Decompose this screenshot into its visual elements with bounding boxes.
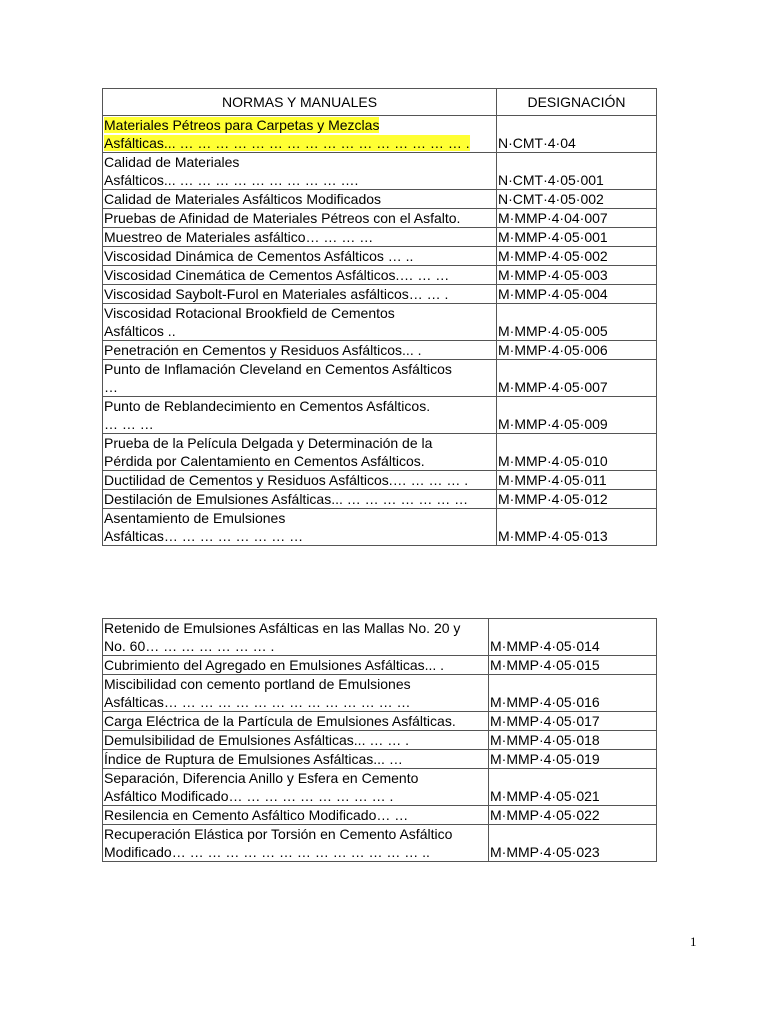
- table-row: [103, 509, 657, 546]
- table-row: [103, 209, 657, 228]
- table-row: [103, 285, 657, 304]
- standard-name: Calidad de Materiales Asfálticos Modificados: [104, 191, 382, 207]
- table-row: [103, 825, 657, 862]
- standard-name: Ductilidad de Cementos y Residuos Asfálticos.… … … … .: [104, 472, 469, 488]
- standard-name-cell: [103, 471, 497, 490]
- standard-name: Prueba de la Película Delgada y Determinación de la Pérdida por Calentamiento en Cementos Asfálticos.: [104, 435, 433, 469]
- standard-name-cell: [103, 228, 497, 247]
- standard-name-cell: [103, 434, 497, 471]
- standard-name-cell: [103, 397, 497, 434]
- table-row: [103, 228, 657, 247]
- header-norms-manuals: NORMAS Y MANUALES: [103, 89, 497, 116]
- table-row: [103, 434, 657, 471]
- standard-name: Recuperación Elástica por Torsión en Cemento Asfáltico Modificado… … … … … … … … … … … … … … ..: [104, 826, 453, 860]
- designation-code: M·MMP·4·05·005: [497, 304, 657, 341]
- standard-name: Asentamiento de Emulsiones Asfálticas… … … … … … … …: [104, 510, 304, 544]
- table-row: [103, 341, 657, 360]
- standard-name-cell: [103, 360, 497, 397]
- standard-name: Separación, Diferencia Anillo y Esfera en Cemento Asfáltico Modificado… … … … … … … … … .: [104, 770, 419, 804]
- standard-name: Destilación de Emulsiones Asfálticas... … … … … … … …: [104, 491, 469, 507]
- standard-name: Muestreo de Materiales asfáltico… … … …: [104, 229, 374, 245]
- designation-code: M·MMP·4·05·012: [497, 490, 657, 509]
- standards-table-2: [102, 618, 657, 862]
- table-header-row: [103, 89, 657, 116]
- standard-name: Punto de Inflamación Cleveland en Cementos Asfálticos …: [104, 361, 452, 395]
- standard-name: Demulsibilidad de Emulsiones Asfálticas... … … .: [104, 732, 410, 748]
- designation-code: M·MMP·4·05·006: [497, 341, 657, 360]
- designation-code: M·MMP·4·05·011: [497, 471, 657, 490]
- standard-name: Índice de Ruptura de Emulsiones Asfálticas... …: [104, 751, 403, 767]
- standard-name-cell: [103, 190, 497, 209]
- designation-code: M·MMP·4·05·001: [497, 228, 657, 247]
- standard-name-cell: [103, 656, 489, 675]
- designation-code: M·MMP·4·05·013: [497, 509, 657, 546]
- standard-name-cell: [103, 509, 497, 546]
- designation-code: M·MMP·4·05·016: [489, 675, 657, 712]
- standard-name-cell: [103, 341, 497, 360]
- designation-code: N·CMT·4·05·001: [497, 153, 657, 190]
- designation-code: M·MMP·4·05·017: [489, 712, 657, 731]
- header-designation: DESIGNACIÓN: [497, 89, 657, 116]
- table-row: [103, 397, 657, 434]
- designation-code: M·MMP·4·05·022: [489, 806, 657, 825]
- standard-name: Pruebas de Afinidad de Materiales Pétreos con el Asfalto.: [104, 210, 461, 226]
- designation-code: M·MMP·4·05·018: [489, 731, 657, 750]
- designation-code: M·MMP·4·04·007: [497, 209, 657, 228]
- standard-name: Viscosidad Cinemática de Cementos Asfálticos.… … …: [104, 267, 450, 283]
- standard-name-cell: [103, 247, 497, 266]
- standard-name-cell: [103, 750, 489, 769]
- designation-code: N·CMT·4·05·002: [497, 190, 657, 209]
- designation-code: M·MMP·4·05·002: [497, 247, 657, 266]
- table-row: [103, 769, 657, 806]
- standard-name-cell: [103, 731, 489, 750]
- table-row: [103, 712, 657, 731]
- designation-code: M·MMP·4·05·009: [497, 397, 657, 434]
- standard-name: Viscosidad Saybolt-Furol en Materiales asfálticos… … .: [104, 286, 449, 302]
- designation-code: M·MMP·4·05·019: [489, 750, 657, 769]
- designation-code: M·MMP·4·05·003: [497, 266, 657, 285]
- table-row: [103, 619, 657, 656]
- standard-name-cell: [103, 619, 489, 656]
- standard-name-cell: [103, 285, 497, 304]
- designation-code: M·MMP·4·05·014: [489, 619, 657, 656]
- table-row: [103, 360, 657, 397]
- standard-name: Retenido de Emulsiones Asfálticas en las Mallas No. 20 y No. 60… … … … … … … .: [104, 620, 461, 654]
- designation-code: N·CMT·4·04: [497, 116, 657, 153]
- standard-name: Cubrimiento del Agregado en Emulsiones Asfálticas... .: [104, 657, 445, 673]
- table-row: [103, 266, 657, 285]
- standards-table-1: [102, 88, 657, 546]
- standard-name-cell: [103, 266, 497, 285]
- standard-name: Viscosidad Rotacional Brookfield de Cementos Asfálticos ..: [104, 305, 395, 339]
- standard-name-cell: [103, 825, 489, 862]
- table-row: [103, 731, 657, 750]
- designation-code: M·MMP·4·05·023: [489, 825, 657, 862]
- table-row: [103, 675, 657, 712]
- table-row: [103, 750, 657, 769]
- standard-name-cell: [103, 153, 497, 190]
- table-row: [103, 656, 657, 675]
- table-row: [103, 304, 657, 341]
- table-row: [103, 490, 657, 509]
- designation-code: M·MMP·4·05·004: [497, 285, 657, 304]
- table-row: [103, 806, 657, 825]
- table-row: [103, 471, 657, 490]
- standard-name: Punto de Reblandecimiento en Cementos Asfálticos. … … …: [104, 398, 431, 432]
- table-row: [103, 247, 657, 266]
- standard-name-cell: [103, 769, 489, 806]
- standard-name-cell: [103, 209, 497, 228]
- standard-name-cell: [103, 304, 497, 341]
- standard-name: Viscosidad Dinámica de Cementos Asfálticos … ..: [104, 248, 414, 264]
- page-number: 1: [690, 934, 697, 949]
- designation-code: M·MMP·4·05·015: [489, 656, 657, 675]
- standard-name: Resilencia en Cemento Asfáltico Modificado… …: [104, 807, 409, 823]
- standard-name: Carga Eléctrica de la Partícula de Emulsiones Asfálticas.: [104, 713, 456, 729]
- standard-name-cell: [103, 806, 489, 825]
- standard-name: Miscibilidad con cemento portland de Emulsiones Asfálticas… … … … … … … … … … … … … …: [104, 676, 411, 710]
- table-row: [103, 116, 657, 153]
- standard-name-cell: [103, 490, 497, 509]
- standard-name-cell: [103, 116, 497, 153]
- table-row: [103, 190, 657, 209]
- standard-name: Materiales Pétreos para Carpetas y Mezclas Asfálticas... … … … … … … … … … … … … … … … … .: [104, 117, 470, 151]
- standard-name-cell: [103, 675, 489, 712]
- table-row: [103, 153, 657, 190]
- standard-name: Calidad de Materiales Asfálticos... … … … … … … … … … ….: [104, 154, 359, 188]
- designation-code: M·MMP·4·05·010: [497, 434, 657, 471]
- designation-code: M·MMP·4·05·007: [497, 360, 657, 397]
- standard-name-cell: [103, 712, 489, 731]
- designation-code: M·MMP·4·05·021: [489, 769, 657, 806]
- standard-name: Penetración en Cementos y Residuos Asfálticos... .: [104, 342, 422, 358]
